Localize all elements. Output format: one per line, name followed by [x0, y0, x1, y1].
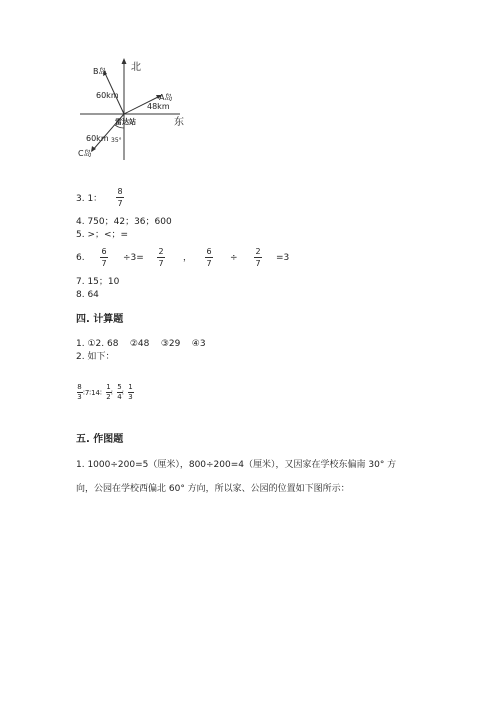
answer-6-fraction-2: 2 7: [158, 247, 164, 268]
answer-6-fraction-4: 2 7: [255, 247, 261, 268]
north-label: 北: [131, 62, 141, 73]
ratio-separator-3: ∶: [122, 389, 124, 397]
drawing-answer-line-2: 向，公园在学校西偏北 60° 方向，所以家、公园的位置如下图所示：: [76, 484, 350, 494]
calc-answer-1: 1. ①2. 68 ②48 ③29 ④3: [76, 339, 206, 349]
answer-6-op2: ÷: [230, 253, 238, 263]
answer-5: 5. >；<；=: [76, 230, 129, 240]
c-island-label: C岛: [78, 149, 92, 158]
ratio-fraction-3: 5 4: [117, 383, 122, 401]
section-4-title: 四. 计算题: [76, 314, 124, 325]
answer-3: 3. 1：: [76, 194, 103, 204]
answer-7: 7. 15；10: [76, 277, 120, 287]
north-arrow: [122, 58, 127, 64]
answer-3-fraction: 8 7: [117, 187, 123, 208]
ratio-separator-1: ∶7∶14∶: [83, 389, 102, 397]
ratio-fraction-4: 1 3: [128, 383, 133, 401]
answer-8: 8. 64: [76, 290, 99, 300]
station-label: 雷达站: [115, 118, 136, 126]
answer-6-op1: ÷3=: [123, 253, 144, 263]
a-island-label: A岛: [159, 93, 173, 102]
ratio-separator-2: ∶: [111, 389, 113, 397]
answer-6-comma: ，: [183, 253, 193, 263]
answer-6-fraction-3: 6 7: [206, 247, 212, 268]
ratio-fraction-1: 8 3: [77, 383, 82, 401]
dist-b-label: 60km: [96, 91, 119, 100]
east-label: 东: [174, 117, 184, 128]
drawing-answer-line-1: 1. 1000÷200=5（厘米），800÷200=4（厘米），又因家在学校东偏南 30° 方: [76, 460, 397, 470]
dist-c-label: 60km: [86, 134, 109, 143]
answer-6-fraction-1: 6 7: [101, 247, 107, 268]
angle-label: 35°: [111, 137, 122, 144]
ratio-fraction-2: 1 2: [106, 383, 111, 401]
calc-answer-2: 2. 如下：: [76, 352, 115, 362]
answer-6-result: =3: [276, 253, 290, 263]
answer-4: 4. 750；42；36；600: [76, 217, 172, 227]
b-island-label: B岛: [93, 67, 107, 76]
section-5-title: 五. 作图题: [76, 434, 124, 445]
answer-6-number: 6.: [76, 253, 85, 263]
dist-a-label: 48km: [147, 102, 170, 111]
